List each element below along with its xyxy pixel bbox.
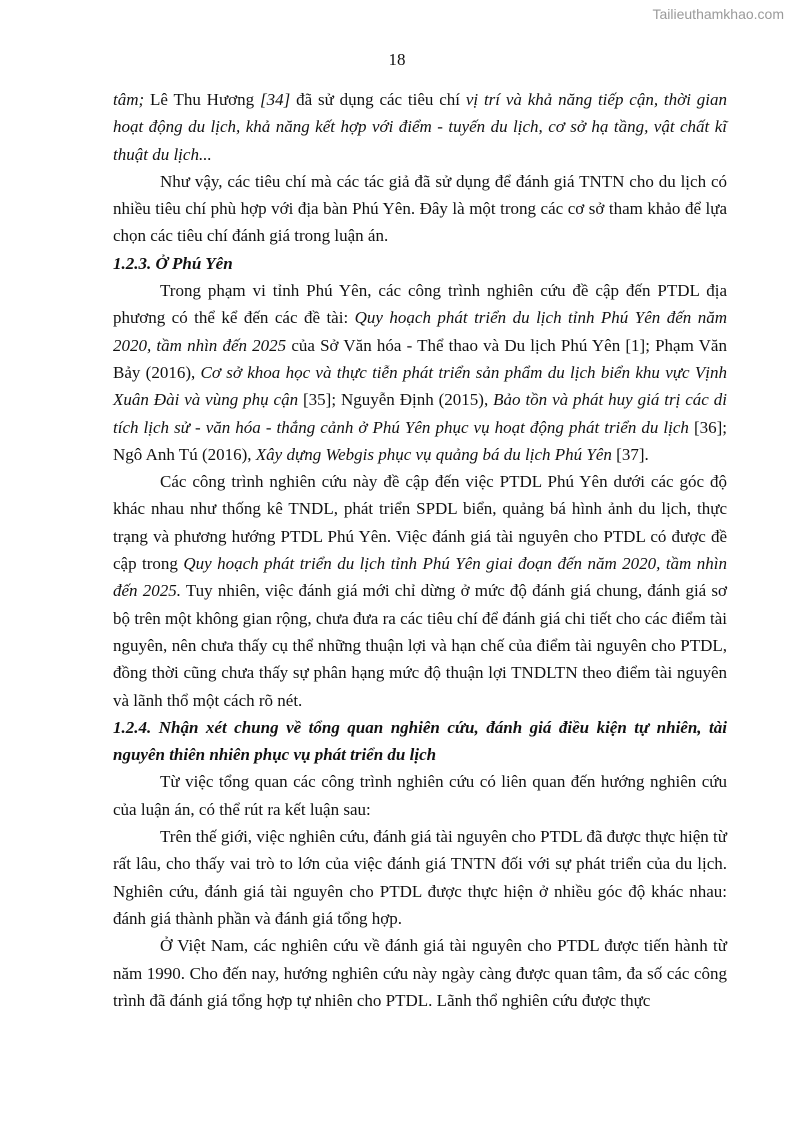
p1-d: đã sử dụng các tiêu chí: [290, 90, 466, 109]
p1-b: Lê Thu Hương: [144, 90, 260, 109]
heading-1-2-4: 1.2.4. Nhận xét chung về tổng quan nghiên cứu, đánh giá điều kiện tự nhiên, tài nguyên thiên nhiên phục vụ phát triển du lịch: [113, 717, 727, 765]
watermark: Tailieuthamkhao.com: [652, 6, 784, 22]
p3-b: Quy hoạch phát triển du lịch tỉnh Phú Yên đến năm 2020, tầm nhìn đến 2025: [113, 308, 727, 355]
p1-e: vị trí và khả năng tiếp cận, thời gian hoạt động du lịch, khả năng kết hợp với điểm - tuyến du lịch, cơ sở hạ tầng, vật chất kĩ thuật du lịch...: [113, 90, 727, 164]
paragraph-7: Ở Việt Nam, các nghiên cứu về đánh giá tài nguyên cho PTDL được tiến hành từ năm 1990. Cho đến nay, hướng nghiên cứu này ngày càng được quan tâm, đa số các công trình đã đánh giá tổng hợp tự nhiên cho PTDL. Lãnh thổ nghiên cứu được thực: [113, 936, 727, 1010]
p4-b: Quy hoạch phát triển du lịch tỉnh Phú Yên giai đoạn đến năm 2020, tầm nhìn đến 2025.: [113, 554, 727, 601]
document-body: [113, 86, 727, 1014]
p3-i: [37].: [611, 444, 649, 464]
paragraph-5: Từ việc tổng quan các công trình nghiên cứu có liên quan đến hướng nghiên cứu của luận án, có thể rút ra kết luận sau:: [113, 772, 727, 819]
paragraph-6: Trên thế giới, việc nghiên cứu, đánh giá tài nguyên cho PTDL đã được thực hiện từ rất lâu, cho thấy vai trò to lớn của việc đánh giá TNTN đối với sự phát triển của du lịch. Nghiên cứu, đánh giá tài nguyên cho PTDL được thực hiện ở nhiều góc độ khác nhau: đánh giá thành phần và đánh giá tổng hợp.: [113, 827, 727, 928]
p3-c: của Sở Văn hóa - Thể thao và Du lịch Phú Yên [1]; Phạm Văn Bảy (2016),: [113, 335, 727, 382]
p3-f: Bảo tồn và phát huy giá trị các di tích lịch sử - văn hóa - thắng cảnh ở Phú Yên phục vụ hoạt động phát triển du lịch: [113, 390, 727, 437]
p3-e: [35]; Nguyễn Định (2015),: [298, 390, 494, 410]
paragraph-3: [113, 277, 727, 468]
paragraph-1: [113, 86, 727, 168]
p4-c: Tuy nhiên, việc đánh giá mới chỉ dừng ở mức độ đánh giá chung, đánh giá sơ bộ trên một không gian rộng, chưa đưa ra các tiêu chí để đánh giá chi tiết cho các điểm tài nguyên, nên chưa thấy cụ thể những thuận lợi và hạn chế của điểm tài nguyên cho PTDL, đồng thời cũng chưa thấy sự phân hạng mức độ thuận lợi TNDLTN theo điểm tài nguyên và lãnh thổ một cách rõ nét.: [113, 581, 728, 710]
p1-a: tâm;: [113, 90, 145, 109]
paragraph-4: [113, 468, 727, 714]
page-number: 18: [388, 50, 406, 69]
p1-c: [34]: [260, 90, 291, 109]
p3-g: [36]; Ngô Anh Tú (2016),: [113, 417, 727, 464]
p4-a: Các công trình nghiên cứu này đề cập đến việc PTDL Phú Yên dưới các góc độ khác nhau như thống kê TNDL, phát triển SPDL biển, quảng bá hình ảnh du lịch, thực trạng và phương hướng PTDL Phú Yên. Việc đánh giá tài nguyên cho PTDL có được đề cập trong: [113, 472, 727, 574]
p3-d: Cơ sở khoa học và thực tiễn phát triển sản phẩm du lịch biển khu vực Vịnh Xuân Đài và vùng phụ cận: [113, 362, 727, 410]
heading-1-2-3: 1.2.3. Ở Phú Yên: [113, 253, 233, 273]
p3-a: Trong phạm vi tỉnh Phú Yên, các công trình nghiên cứu đề cập đến PTDL địa phương có thể kể đến các đề tài:: [113, 281, 727, 328]
paragraph-2: Như vậy, các tiêu chí mà các tác giả đã sử dụng để đánh giá TNTN cho du lịch có nhiều tiêu chí phù hợp với địa bàn Phú Yên. Đây là một trong các cơ sở tham khảo để lựa chọn các tiêu chí đánh giá trong luận án.: [113, 171, 727, 246]
p3-h: Xây dựng Webgis phục vụ quảng bá du lịch Phú Yên: [255, 444, 612, 464]
